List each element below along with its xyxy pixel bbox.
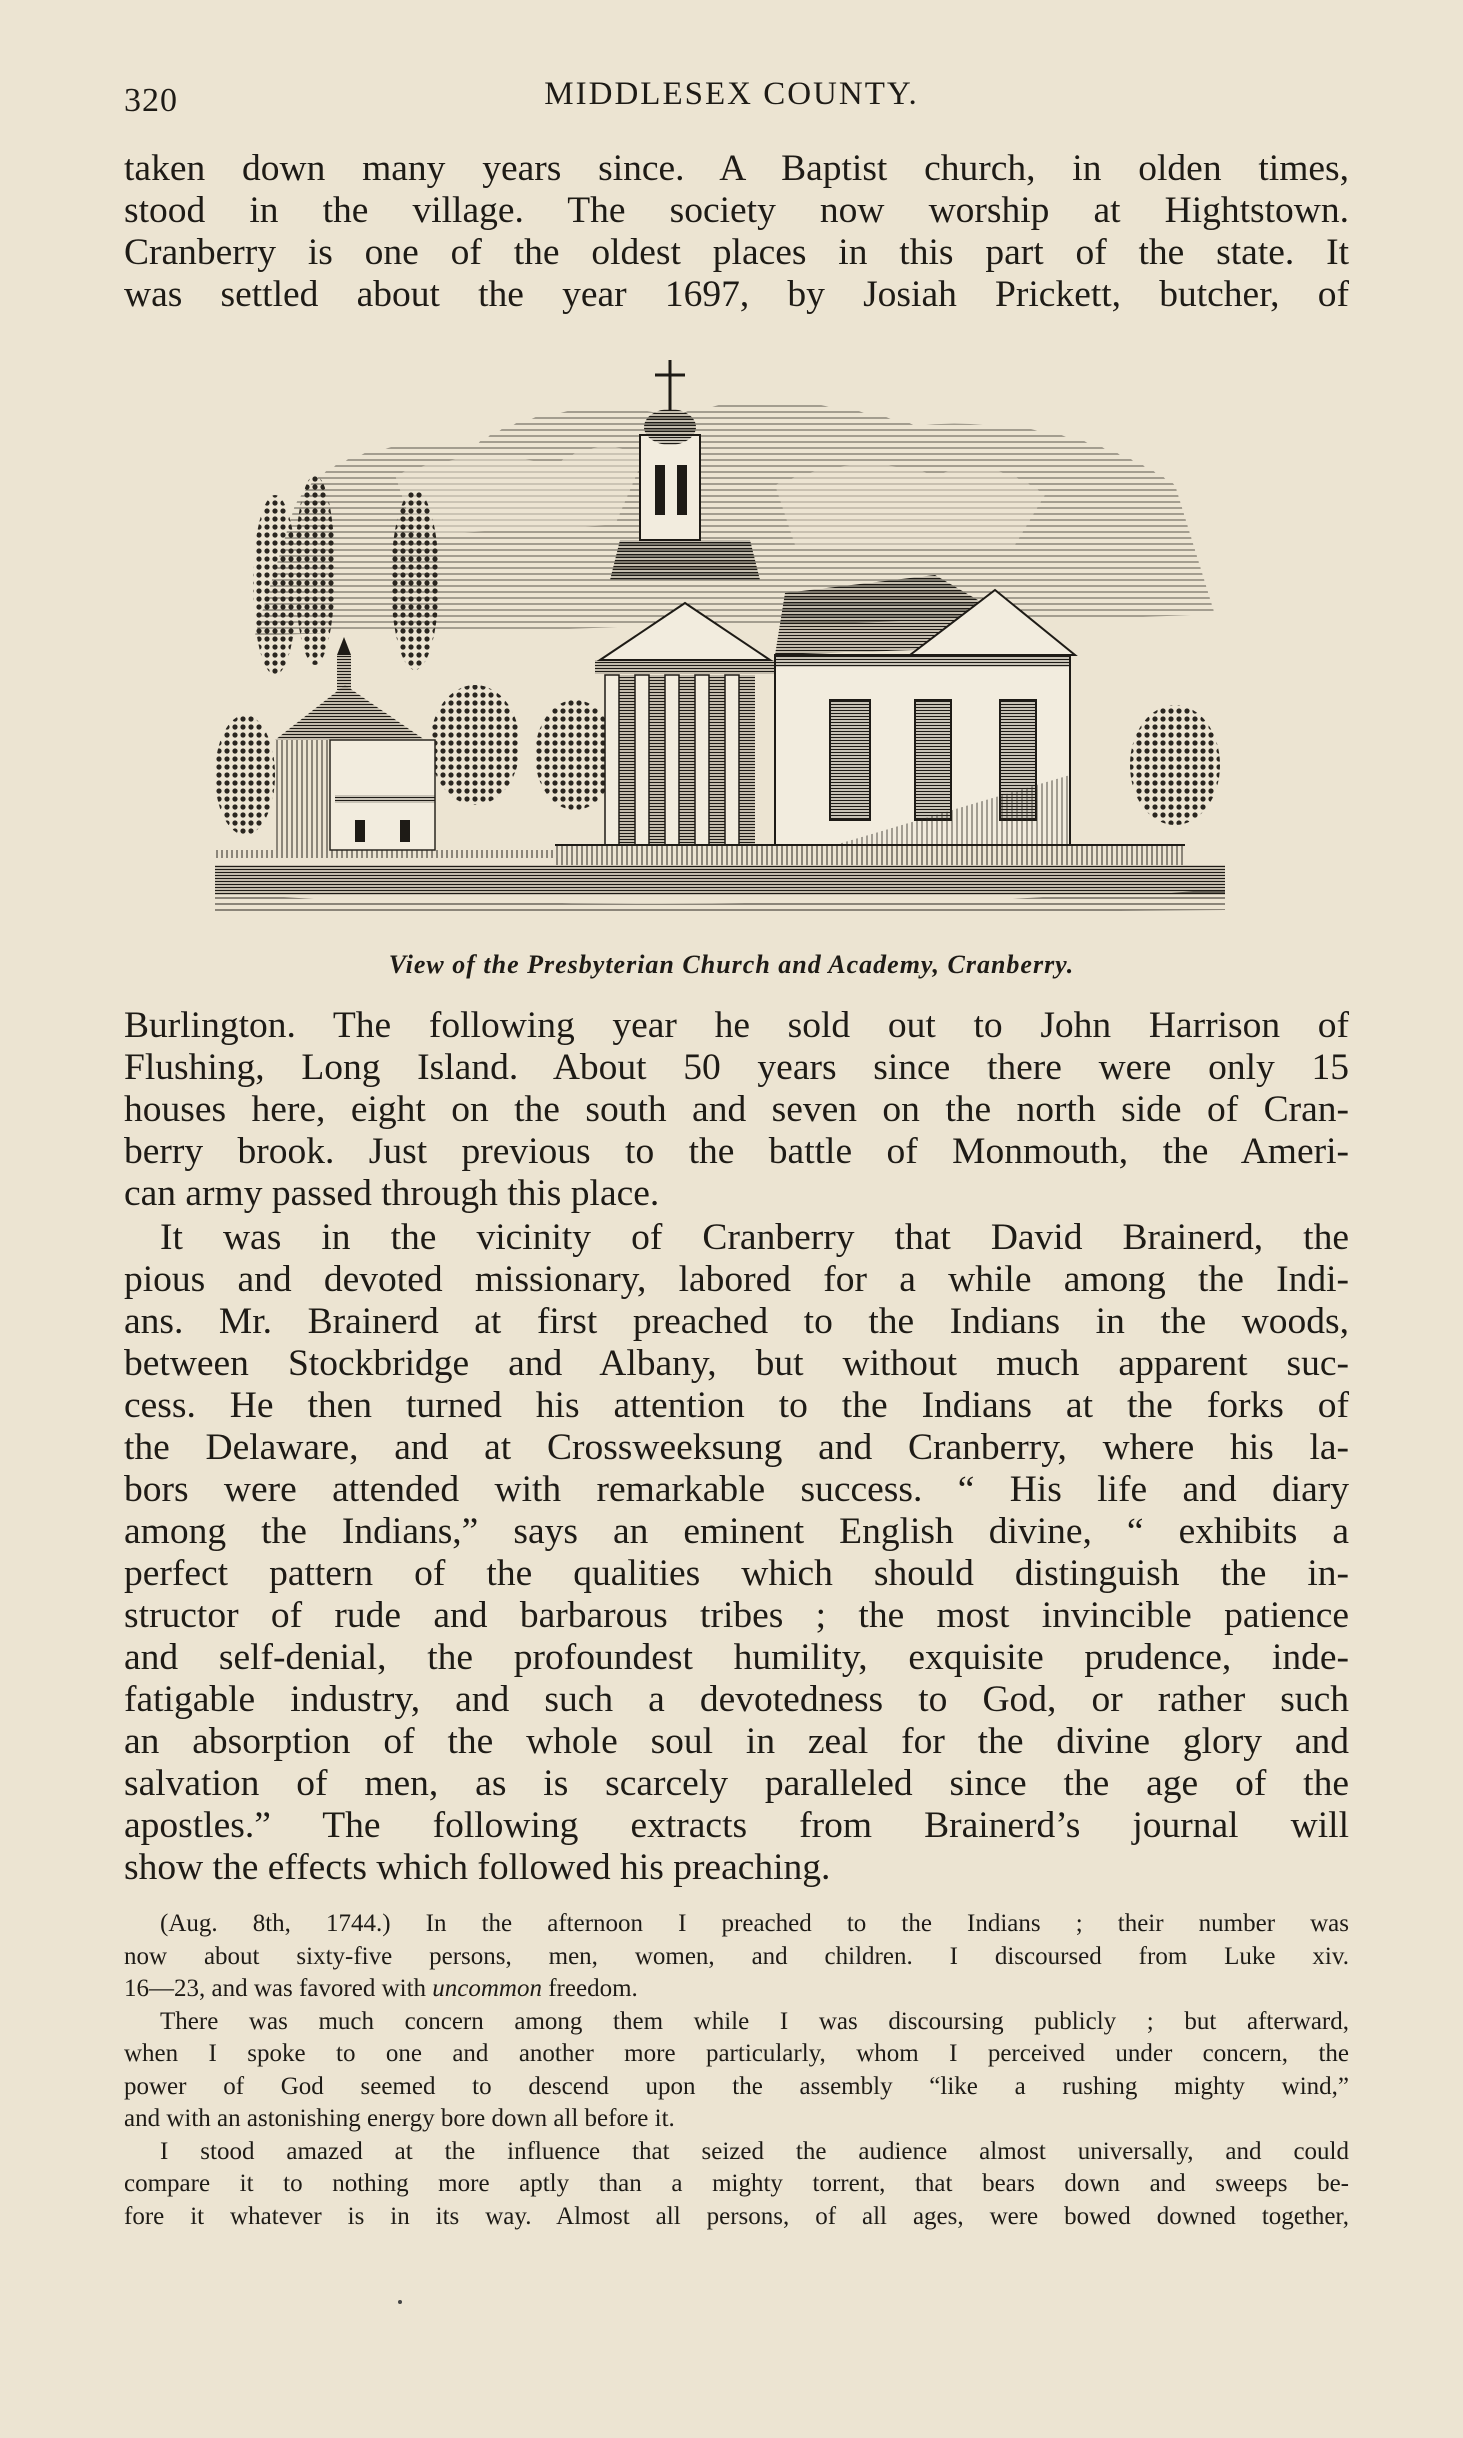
extract-line: when I spoke to one and another more particularly, whom I perceived under concern, the [124, 2040, 1349, 2067]
extract-line: There was much concern among them while I was discoursing publicly ; but afterward, [160, 2007, 1349, 2035]
body-paragraph-1 [124, 1005, 1349, 1215]
text-line: berry brook. Just previous to the battle of Monmouth, the Ameri- [124, 1131, 1349, 1172]
extract-line: now about sixty-five persons, men, women, and children. I discoursed from Luke xiv. [124, 1942, 1349, 1970]
extract-line: fore it whatever is in its way. Almost all persons, of all ages, were bowed downed together, [124, 2202, 1349, 2230]
extract-text: freedom. [541, 1975, 638, 2002]
academy-building [275, 637, 435, 850]
church-engraving [215, 355, 1255, 935]
text-line: pious and devoted missionary, labored for a while among the Indi- [124, 1259, 1349, 1300]
text-line: between Stockbridge and Albany, but without much apparent suc- [124, 1343, 1349, 1384]
top-paragraph [124, 148, 1349, 316]
ink-speck [398, 2300, 402, 2304]
portico-columns [605, 675, 755, 845]
extract-emphasis: uncommon [432, 1975, 542, 2002]
body-paragraph-2 [124, 1217, 1349, 1889]
journal-extract [124, 1908, 1349, 2233]
figure-caption: View of the Presbyterian Church and Academy, Cranberry. [388, 950, 1075, 979]
text-line: and self-denial, the profoundest humility, exquisite prudence, inde- [124, 1637, 1349, 1678]
running-title: MIDDLESEX COUNTY. [544, 76, 919, 112]
text-line: perfect pattern of the qualities which should distinguish the in- [124, 1553, 1349, 1594]
extract-text: 16—23, and was favored with [124, 1975, 433, 2002]
page-number: 320 [124, 82, 178, 119]
text-line: taken down many years since. A Baptist church, in olden times, [124, 148, 1349, 189]
text-line: an absorption of the whole soul in zeal for the divine glory and [124, 1721, 1349, 1762]
extract-line: (Aug. 8th, 1744.) In the afternoon I preached to the Indians ; their number was [160, 1910, 1349, 1937]
text-line: Burlington. The following year he sold out to John Harrison of [124, 1005, 1349, 1046]
text-line: the Delaware, and at Crossweeksung and Cranberry, where his la- [124, 1427, 1349, 1468]
extract-line: and with an astonishing energy bore down all before it. [124, 2105, 675, 2132]
text-line: houses here, eight on the south and seven on the north side of Cran- [124, 1089, 1349, 1130]
text-line: was settled about the year 1697, by Josiah Prickett, butcher, of [124, 274, 1349, 315]
text-line: apostles.” The following extracts from Brainerd’s journal will [124, 1805, 1349, 1846]
text-line: Cranberry is one of the oldest places in this part of the state. It [124, 232, 1349, 273]
text-line: ans. Mr. Brainerd at first preached to the Indians in the woods, [124, 1301, 1349, 1342]
extract-line: compare it to nothing more aptly than a mighty torrent, that bears down and sweeps be- [124, 2170, 1349, 2197]
text-line: can army passed through this place. [124, 1173, 660, 1214]
extract-line: I stood amazed at the influence that seized the audience almost universally, and could [160, 2137, 1349, 2165]
text-line: Flushing, Long Island. About 50 years since there were only 15 [124, 1047, 1349, 1088]
extract-line [124, 1973, 1349, 2006]
text-line: bors were attended with remarkable success. “ His life and diary [124, 1469, 1349, 1510]
text-line: fatigable industry, and such a devotedness to God, or rather such [124, 1679, 1349, 1720]
text-line: structor of rude and barbarous tribes ; the most invincible patience [124, 1595, 1349, 1636]
text-line: salvation of men, as is scarcely paralleled since the age of the [124, 1763, 1349, 1804]
text-line: It was in the vicinity of Cranberry that David Brainerd, the [160, 1217, 1349, 1258]
text-line: among the Indians,” says an eminent English divine, “ exhibits a [124, 1511, 1349, 1552]
text-line: cess. He then turned his attention to the Indians at the forks of [124, 1385, 1349, 1426]
text-line: stood in the village. The society now worship at Hightstown. [124, 190, 1349, 231]
fence-and-ground [215, 845, 1225, 915]
text-line: show the effects which followed his preaching. [124, 1847, 831, 1888]
extract-line: power of God seemed to descend upon the assembly “like a rushing mighty wind,” [124, 2072, 1349, 2100]
